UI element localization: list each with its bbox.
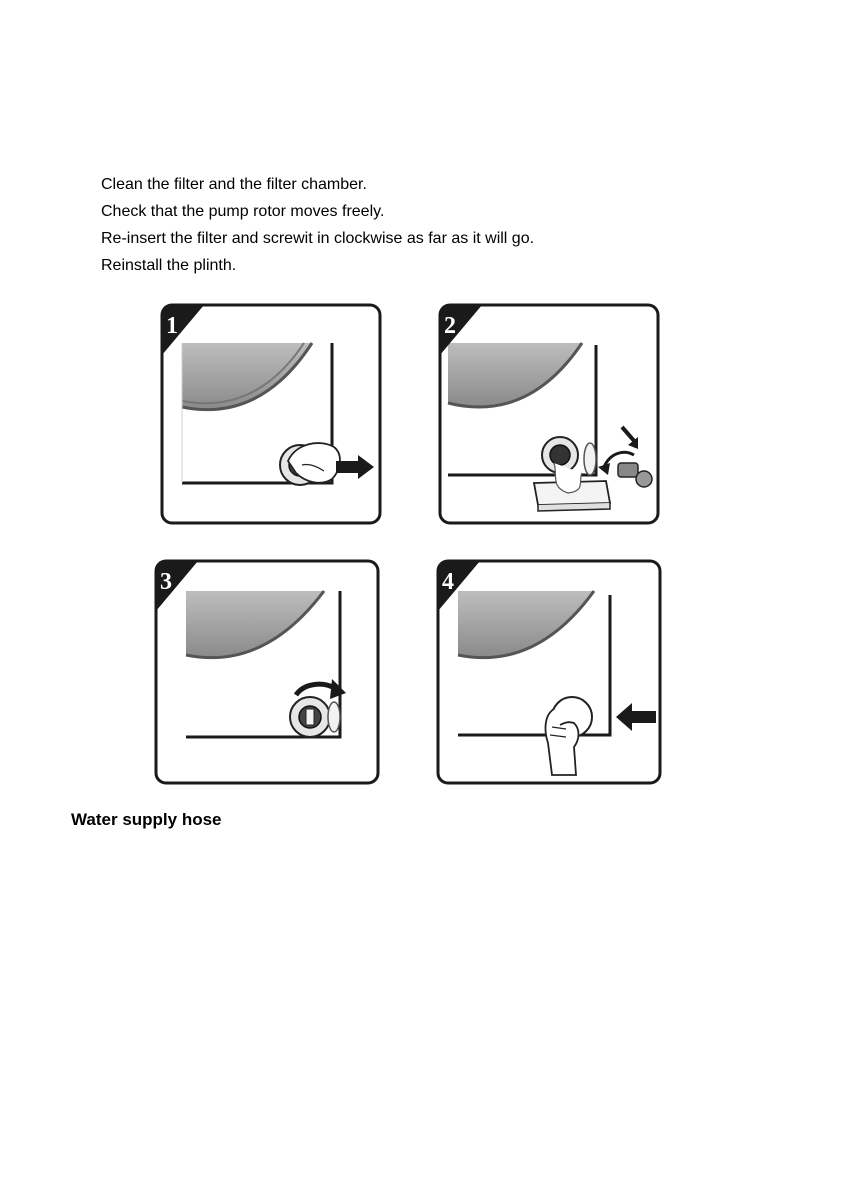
step-number-4: 4 [442,569,454,595]
section-title-water-supply-hose: Water supply hose [71,810,222,829]
instruction-list [101,171,534,279]
step-panel-4 [436,559,662,785]
step-panel-1 [160,303,382,525]
instruction-clean-filter: Clean the filter and the filter chamber. [101,176,367,193]
instruction-reinsert-filter: Re-insert the filter and screwit in clockwise as far as it will go. [101,230,535,247]
step-number-3: 3 [160,569,172,595]
step-number-2: 2 [444,313,456,339]
step-panel-2 [438,303,660,525]
instruction-check-rotor: Check that the pump rotor moves freely. [101,203,385,220]
instruction-reinstall-plinth: Reinstall the plinth. [101,257,237,274]
step-panel-3 [154,559,380,785]
step-number-1: 1 [166,313,178,339]
